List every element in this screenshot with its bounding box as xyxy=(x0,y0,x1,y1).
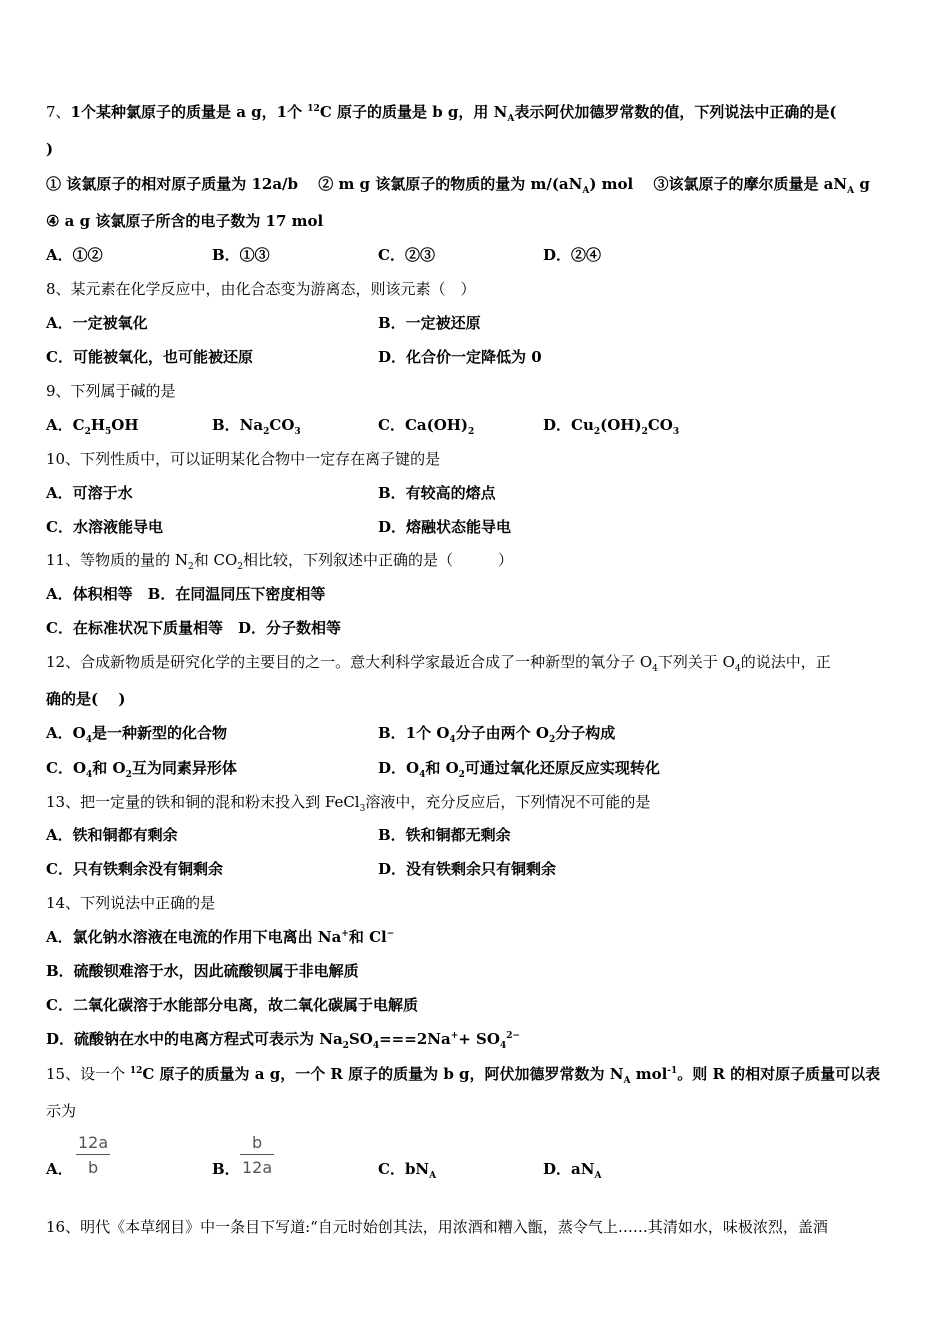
q7-option-b[interactable]: B．①③ xyxy=(212,246,270,264)
q14-option-d[interactable]: D．硫酸钠在水中的电离方程式可表示为 $Na_2SO_4===2Na^++ SO_4^{2-}$ xyxy=(46,1030,521,1051)
q12-option-b[interactable]: B．1个 $O_4$分子由两个 $O_2$分子构成 xyxy=(378,724,616,745)
q7-option-a[interactable]: A．①② xyxy=(46,246,103,264)
q10-option-a[interactable]: A．可溶于水 xyxy=(46,484,133,502)
q7-stem: 7、1个某种氯原子的质量是 a g，1个 $^{12}$C 原子的质量是 b g，用 $N_A$表示阿伏加德罗常数的值，下列说法中正确的是( xyxy=(46,103,837,124)
q7-option-c[interactable]: C．②③ xyxy=(378,246,435,264)
q12-option-a[interactable]: A．$O_4$是一种新型的化合物 xyxy=(46,724,227,745)
q8-option-b[interactable]: B．一定被还原 xyxy=(378,314,481,332)
q8-stem: 8、某元素在化学反应中，由化合态变为游离态，则该元素（ ） xyxy=(46,280,476,298)
q10-stem: 10、下列性质中，可以证明某化合物中一定存在离子键的是 xyxy=(46,450,441,468)
q13-options-row1 xyxy=(0,825,950,845)
q14-stem: 14、下列说法中正确的是 xyxy=(46,894,216,912)
q7-statements-line1: ① 该氯原子的相对原子质量为 12a/b ② m g 该氯原子的物质的量为 $m/(aN_A)$ mol ③该氯原子的摩尔质量是 $aN_A$ g xyxy=(46,175,870,196)
q12-stem-continuation: 确的是( ) xyxy=(46,690,126,708)
q15-options xyxy=(0,1159,950,1179)
q10-options-row1 xyxy=(0,483,950,503)
q8-option-c[interactable]: C．可能被氧化，也可能被还原 xyxy=(46,348,253,366)
q13-options-row2 xyxy=(0,859,950,879)
q15-stem: 15、设一个 $^{12}$C 原子的质量为 a g，一个 R 原子的质量为 b g，阿伏加德罗常数为 $N_A$ mol$^{-1}$。则 R 的相对原子质量可以表 xyxy=(46,1065,881,1086)
q10-option-b[interactable]: B．有较高的熔点 xyxy=(378,484,496,502)
q12-option-c[interactable]: C．$O_4$和 $O_2$互为同素异形体 xyxy=(46,759,237,780)
q9-options xyxy=(0,415,950,435)
q13-stem: 13、把一定量的铁和铜的混和粉末投入到 FeCl$_3$溶液中，充分反应后，下列情况不可能的是 xyxy=(46,793,651,814)
q10-option-c[interactable]: C．水溶液能导电 xyxy=(46,518,163,536)
q12-stem: 12、合成新物质是研究化学的主要目的之一。意大利科学家最近合成了一种新型的氧分子 $O_4$下列关于 $O_4$的说法中，正 xyxy=(46,653,831,674)
q12-options-row2 xyxy=(0,758,950,778)
q16-stem: 16、明代《本草纲目》中一条目下写道:“自元时始创其法，用浓酒和糟入甑，蒸令气上……其清如水，味极浓烈，盖酒 xyxy=(46,1218,828,1236)
q11-options-ab[interactable]: A．体积相等 B．在同温同压下密度相等 xyxy=(46,585,326,603)
q7-statements-line2: ④ a g 该氯原子所含的电子数为 17 mol xyxy=(46,212,324,230)
q12-option-d[interactable]: D．$O_4$和 $O_2$可通过氧化还原反应实现转化 xyxy=(378,759,660,780)
q14-option-c[interactable]: C．二氧化碳溶于水能部分电离，故二氧化碳属于电解质 xyxy=(46,996,418,1014)
q9-option-c[interactable]: C．$Ca(OH)_2$ xyxy=(378,416,475,437)
q8-options-row2 xyxy=(0,347,950,367)
q15-option-c[interactable]: C．$bN_A$ xyxy=(378,1160,437,1181)
q15-option-a-fraction: 12a b xyxy=(78,1133,109,1177)
q14-option-b[interactable]: B．硫酸钡难溶于水，因此硫酸钡属于非电解质 xyxy=(46,962,359,980)
q15-option-d[interactable]: D．$aN_A$ xyxy=(543,1160,602,1181)
q7-options xyxy=(0,245,950,265)
q13-option-d[interactable]: D．没有铁剩余只有铜剩余 xyxy=(378,860,557,878)
q15-option-b-label[interactable]: B． xyxy=(212,1160,240,1178)
q9-option-a[interactable]: A．$C_2H_5OH$ xyxy=(46,416,139,437)
q13-option-c[interactable]: C．只有铁剩余没有铜剩余 xyxy=(46,860,223,878)
q7-stem-continuation: ) xyxy=(46,140,54,158)
q13-option-b[interactable]: B．铁和铜都无剩余 xyxy=(378,826,511,844)
q11-stem: 11、等物质的量的 $N_2$和 $CO_2$相比较，下列叙述中正确的是（ ） xyxy=(46,551,514,572)
q8-option-d[interactable]: D．化合价一定降低为 0 xyxy=(378,348,542,366)
q8-option-a[interactable]: A．一定被氧化 xyxy=(46,314,148,332)
q10-option-d[interactable]: D．熔融状态能导电 xyxy=(378,518,512,536)
q7-option-d[interactable]: D．②④ xyxy=(543,246,602,264)
q14-option-a[interactable]: A．氯化钠水溶液在电流的作用下电离出 Na+和 Cl− xyxy=(46,928,395,946)
q8-options-row1 xyxy=(0,313,950,333)
q9-stem: 9、下列属于碱的是 xyxy=(46,382,176,400)
q10-options-row2 xyxy=(0,517,950,537)
q12-options-row1 xyxy=(0,723,950,743)
q9-option-b[interactable]: B．$Na_2CO_3$ xyxy=(212,416,301,437)
q15-stem-continuation: 示为 xyxy=(46,1102,77,1120)
q9-option-d[interactable]: D．$Cu_2(OH)_2CO_3$ xyxy=(543,416,680,437)
q15-option-b-fraction: b 12a xyxy=(242,1133,273,1177)
q13-option-a[interactable]: A．铁和铜都有剩余 xyxy=(46,826,178,844)
q7-number: 7、 xyxy=(46,103,71,121)
q15-option-a-label[interactable]: A． xyxy=(46,1160,73,1178)
q11-options-cd[interactable]: C．在标准状况下质量相等 D．分子数相等 xyxy=(46,619,341,637)
